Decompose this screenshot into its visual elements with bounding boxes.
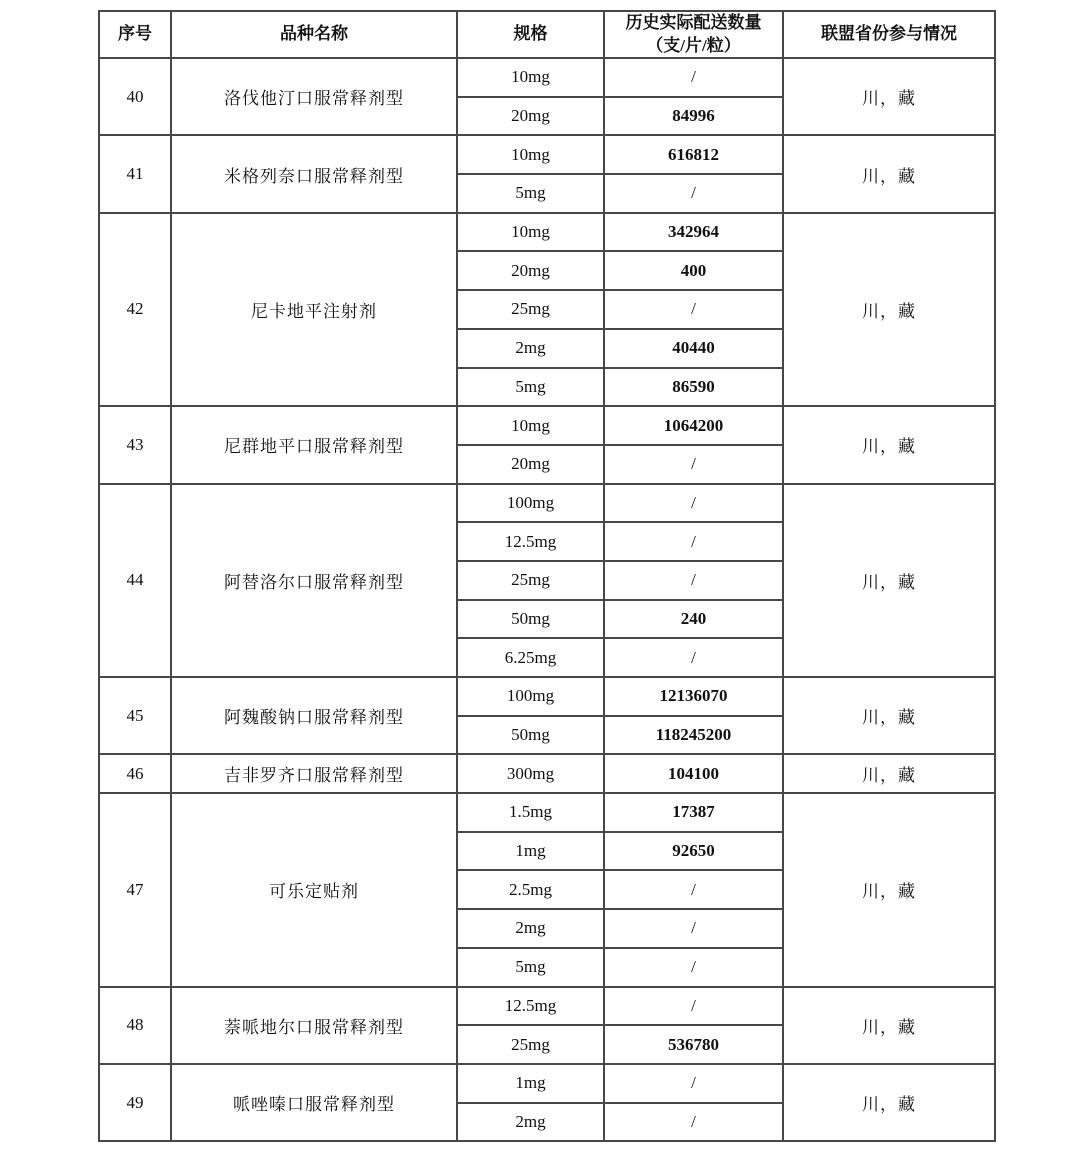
spec-cell: 300mg: [457, 754, 604, 793]
qty-cell: /: [604, 445, 783, 484]
qty-cell: /: [604, 174, 783, 213]
qty-cell: 104100: [604, 754, 783, 793]
drug-name: 洛伐他汀口服常释剂型: [171, 58, 457, 135]
qty-cell: /: [604, 1103, 783, 1142]
provinces-cell: 川，藏: [783, 58, 995, 135]
spec-cell: 50mg: [457, 716, 604, 755]
col-header-name: 品种名称: [171, 11, 457, 58]
spec-cell: 10mg: [457, 58, 604, 97]
qty-cell: 17387: [604, 793, 783, 832]
qty-cell: /: [604, 909, 783, 948]
row-no: 41: [99, 135, 171, 212]
spec-cell: 20mg: [457, 445, 604, 484]
table-row: [99, 754, 995, 793]
qty-cell: 84996: [604, 97, 783, 136]
qty-cell: 240: [604, 600, 783, 639]
spec-cell: 10mg: [457, 135, 604, 174]
spec-cell: 2mg: [457, 1103, 604, 1142]
spec-cell: 12.5mg: [457, 522, 604, 561]
qty-cell: /: [604, 484, 783, 523]
spec-cell: 10mg: [457, 406, 604, 445]
drug-name: 吉非罗齐口服常释剂型: [171, 754, 457, 793]
qty-cell: 12136070: [604, 677, 783, 716]
spec-cell: 5mg: [457, 368, 604, 407]
row-no: 40: [99, 58, 171, 135]
qty-cell: /: [604, 561, 783, 600]
spec-cell: 25mg: [457, 1025, 604, 1064]
spec-cell: 6.25mg: [457, 638, 604, 677]
drug-name: 阿魏酸钠口服常释剂型: [171, 677, 457, 754]
spec-cell: 5mg: [457, 174, 604, 213]
drug-name: 尼卡地平注射剂: [171, 213, 457, 406]
drug-name: 萘哌地尔口服常释剂型: [171, 987, 457, 1064]
qty-cell: 118245200: [604, 716, 783, 755]
qty-cell: /: [604, 290, 783, 329]
col-header-provinces: 联盟省份参与情况: [783, 11, 995, 58]
table-row: [99, 793, 995, 832]
qty-cell: 1064200: [604, 406, 783, 445]
qty-cell: 616812: [604, 135, 783, 174]
header-row: [99, 11, 995, 58]
table-row: [99, 677, 995, 716]
table-header: [99, 11, 995, 58]
col-header-no: 序号: [99, 11, 171, 58]
provinces-cell: 川，藏: [783, 754, 995, 793]
row-no: 45: [99, 677, 171, 754]
provinces-cell: 川，藏: [783, 406, 995, 483]
row-no: 44: [99, 484, 171, 677]
spec-cell: 100mg: [457, 677, 604, 716]
qty-cell: /: [604, 1064, 783, 1103]
row-no: 43: [99, 406, 171, 483]
qty-cell: /: [604, 522, 783, 561]
provinces-cell: 川，藏: [783, 1064, 995, 1141]
spec-cell: 20mg: [457, 97, 604, 136]
table-row: [99, 987, 995, 1026]
table-row: [99, 58, 995, 97]
spec-cell: 25mg: [457, 561, 604, 600]
spec-cell: 2mg: [457, 329, 604, 368]
col-header-qty-line1: 历史实际配送数量: [625, 13, 762, 33]
spec-cell: 1.5mg: [457, 793, 604, 832]
provinces-cell: 川，藏: [783, 677, 995, 754]
spec-cell: 25mg: [457, 290, 604, 329]
spec-cell: 2mg: [457, 909, 604, 948]
qty-cell: 342964: [604, 213, 783, 252]
spec-cell: 1mg: [457, 832, 604, 871]
qty-cell: 86590: [604, 368, 783, 407]
spec-cell: 100mg: [457, 484, 604, 523]
spec-cell: 10mg: [457, 213, 604, 252]
table-row: [99, 484, 995, 523]
table-row: [99, 213, 995, 252]
drug-name: 尼群地平口服常释剂型: [171, 406, 457, 483]
row-no: 46: [99, 754, 171, 793]
qty-cell: /: [604, 870, 783, 909]
table-row: [99, 406, 995, 445]
provinces-cell: 川，藏: [783, 987, 995, 1064]
table-row: [99, 135, 995, 174]
drug-name: 哌唑嗪口服常释剂型: [171, 1064, 457, 1141]
row-no: 47: [99, 793, 171, 986]
spec-cell: 2.5mg: [457, 870, 604, 909]
spec-cell: 20mg: [457, 251, 604, 290]
row-no: 49: [99, 1064, 171, 1141]
spec-cell: 12.5mg: [457, 987, 604, 1026]
drug-procurement-table: [98, 10, 996, 1142]
table-body: [99, 58, 995, 1141]
table-row: [99, 1064, 995, 1103]
row-no: 42: [99, 213, 171, 406]
qty-cell: /: [604, 987, 783, 1026]
col-header-spec: 规格: [457, 11, 604, 58]
spec-cell: 5mg: [457, 948, 604, 987]
qty-cell: 40440: [604, 329, 783, 368]
drug-name: 米格列奈口服常释剂型: [171, 135, 457, 212]
qty-cell: 400: [604, 251, 783, 290]
provinces-cell: 川，藏: [783, 484, 995, 677]
qty-cell: /: [604, 948, 783, 987]
qty-cell: /: [604, 58, 783, 97]
qty-cell: 536780: [604, 1025, 783, 1064]
spec-cell: 1mg: [457, 1064, 604, 1103]
drug-name: 阿替洛尔口服常释剂型: [171, 484, 457, 677]
col-header-qty-line2: （支/片/粒）: [646, 35, 741, 55]
drug-name: 可乐定贴剂: [171, 793, 457, 986]
spec-cell: 50mg: [457, 600, 604, 639]
col-header-qty: [604, 11, 783, 58]
provinces-cell: 川，藏: [783, 213, 995, 406]
qty-cell: 92650: [604, 832, 783, 871]
qty-cell: /: [604, 638, 783, 677]
provinces-cell: 川，藏: [783, 135, 995, 212]
provinces-cell: 川，藏: [783, 793, 995, 986]
row-no: 48: [99, 987, 171, 1064]
